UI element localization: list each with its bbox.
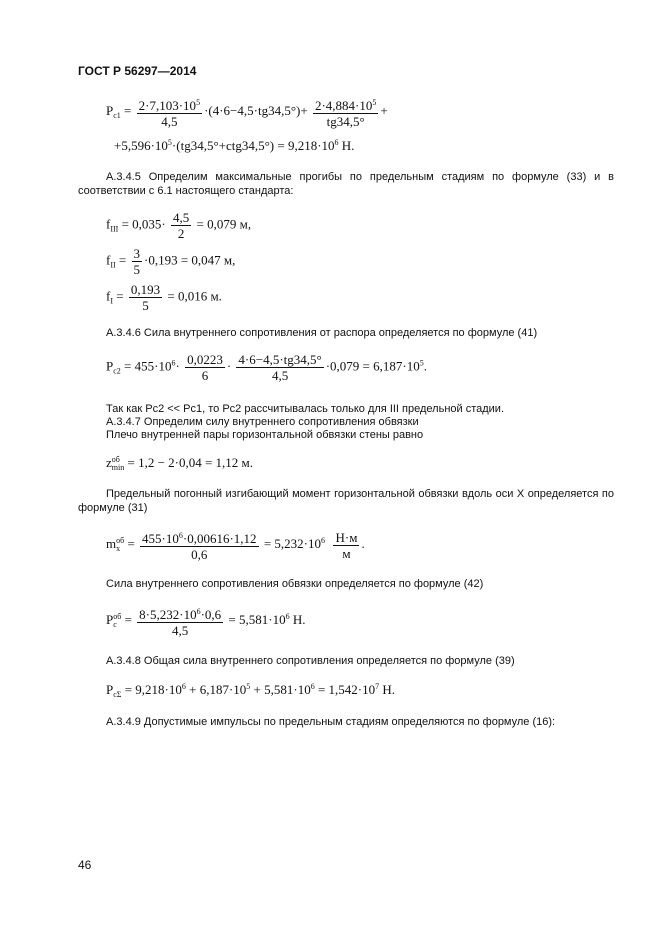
- paragraph-a42: Сила внутреннего сопротивления обвязки определяется по формуле (42): [106, 578, 484, 590]
- paragraph-a346: А.3.4.6 Сила внутреннего сопротивления от распора определяется по формуле (41): [106, 327, 538, 339]
- paragraph-a347: А.3.4.7 Определим силу внутреннего сопротивления обвязки: [106, 416, 419, 428]
- formula-pc2: $P_{c2} = 455\cdot 10^6\cdot$ $\frac{0,0223}{6}$ · $\frac{4\cdot 6-4,5\cdot tg34,5^\circ}{4,5}$ $\cdot 0,079 = 6,187\cdot 10^5$.: [106, 352, 427, 383]
- paragraph-a345: А.3.4.5 Определим максимальные прогибы по предельным стадиям по формуле (33) и в соответствии с 6.1 настоящего стандарта:: [78, 171, 614, 197]
- formula-z: z об min = 1,2 − 2·0,04 = 1,12 м.: [106, 455, 254, 473]
- formula-pc1-line2: $+5,596\cdot 10^5\cdot(tg34,5^\circ+ctg34,5^\circ) = 9,218\cdot 10^6$ Н.: [114, 138, 355, 153]
- formula-f2: $f_{II}$ = $\frac{3}{5}$ ·0,193 = 0,047 м,: [106, 246, 236, 277]
- paragraph-pc2-note: Так как Pc2 << Pc1, то Pc2 рассчитывалась только для III предельной стадии.: [106, 403, 505, 415]
- paragraph-a348: А.3.4.8 Общая сила внутреннего сопротивления определяется по формуле (39): [106, 655, 515, 667]
- formula-f1: $f_I$ = $\frac{0,193}{5}$ = 0,016 м.: [106, 282, 222, 313]
- formula-mx: m об x = $\frac{455\cdot 10^6\cdot 0,00616\cdot 1,12}{0,6}$ = $5,232\cdot 10^6$ $\frac{Н\cdot м}{м}$ .: [106, 529, 365, 562]
- formula-pc1-line1: $P_{c1}$ = $\frac{2\cdot 7,103\cdot 10^5}{4,5}$ ·(4·6−4,5·tg34,5°)+ $\frac{2\cdot 4,884\cdot 10^5}{tg34,5^\circ}$ +: [106, 95, 388, 129]
- formula-pc-sum: $P_{c\Sigma} = 9,218\cdot 10^6 + 6,187\cdot 10^5 + 5,581\cdot 10^6 = 1,542\cdot 10^7$ Н.: [106, 682, 396, 699]
- formula-pc-ob: P об c = $\frac{8\cdot 5,232\cdot 10^6\cdot 0,6}{4,5}$ = $5,581\cdot 10^6$ Н.: [106, 604, 305, 638]
- paragraph-a349: А.3.4.9 Допустимые импульсы по предельным стадиям определяются по формуле (16):: [106, 716, 556, 728]
- fraction: $\frac{2\cdot 7,103\cdot 10^5}{4,5}$: [137, 95, 202, 129]
- page-number: 46: [78, 858, 92, 872]
- formula-f3: $f_{III} = 0,035\cdot$ $\frac{4,5}{2}$ = 0,079 м,: [106, 210, 252, 241]
- paragraph-lever: Плечо внутренней пары горизонтальной обвязки стены равно: [106, 429, 424, 441]
- paragraph-moment: Предельный погонный изгибающий момент горизонтальной обвязки вдоль оси X определяется по формуле (31): [78, 488, 614, 514]
- fraction: $\frac{2\cdot 4,884\cdot 10^5}{tg34,5^\circ}$: [313, 95, 378, 129]
- document-header: ГОСТ Р 56297—2014: [78, 64, 197, 78]
